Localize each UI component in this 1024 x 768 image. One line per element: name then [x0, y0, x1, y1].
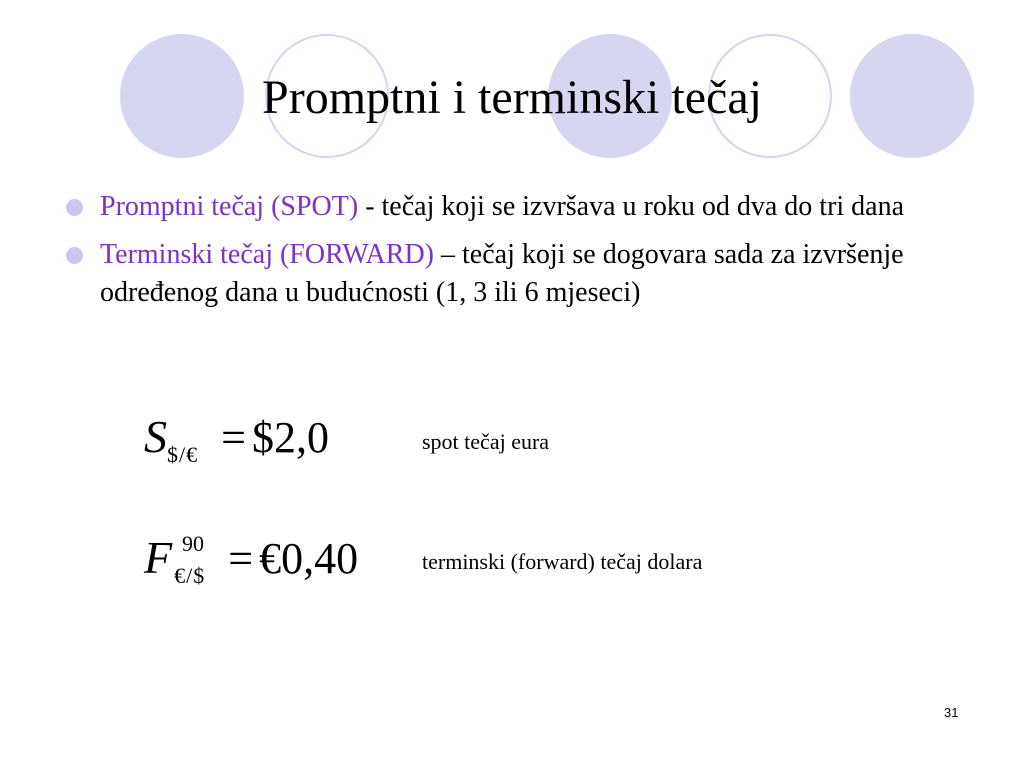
spot-symbol: S	[144, 411, 167, 462]
forward-subscript: €/$	[174, 563, 206, 588]
spot-value: $2,0	[251, 413, 329, 462]
bullet-text: - tečaj koji se izvršava u roku od dva do tri dana	[358, 191, 905, 222]
spot-formula	[144, 412, 329, 480]
bullet-icon	[66, 247, 83, 264]
forward-formula	[144, 533, 358, 601]
bullet-text: – tečaj koji se dogovara sada za izvršenje određenog dana u budućnosti (1, 3 ili 6 mjeseci)	[100, 239, 904, 308]
forward-superscript: 90	[182, 531, 204, 556]
equals-sign: =	[221, 413, 246, 462]
bullet-item-forward	[100, 236, 980, 312]
page-number: 31	[944, 705, 959, 720]
forward-description: terminski (forward) tečaj dolara	[422, 549, 703, 574]
equals-sign: =	[228, 534, 254, 583]
bullet-icon	[66, 199, 83, 216]
forward-symbol: F	[144, 532, 173, 583]
bullet-term: Terminski tečaj (FORWARD)	[100, 239, 434, 270]
slide-title: Promptni i terminski tečaj	[262, 71, 762, 124]
spot-description: spot tečaj eura	[422, 429, 550, 454]
spot-subscript: $/€	[167, 442, 199, 467]
bullet-term: Promptni tečaj (SPOT)	[100, 191, 359, 222]
bullet-item-spot	[100, 188, 980, 226]
forward-value: €0,40	[259, 534, 359, 583]
bullet-list	[100, 188, 980, 322]
